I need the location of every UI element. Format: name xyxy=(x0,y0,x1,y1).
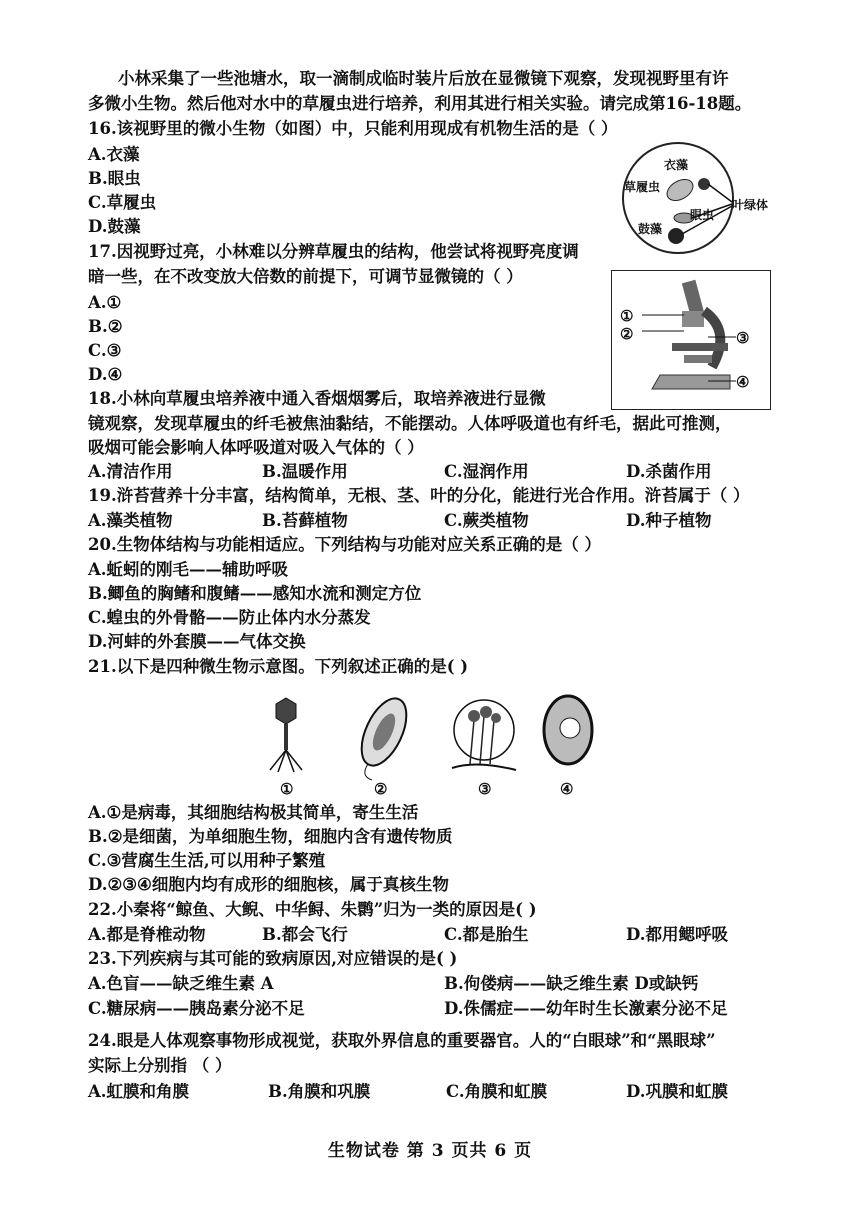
q23-option-d: D.侏儒症——幼年时生长激素分泌不足 xyxy=(444,999,728,1018)
label-caolvchong: 草履虫 xyxy=(624,180,661,194)
q23-option-b: B.佝偻病——缺乏维生素 D或缺钙 xyxy=(444,974,699,993)
q22-option-b: B.都会飞行 xyxy=(262,925,348,944)
q21-option-c: C.③营腐生生活,可以用种子繁殖 xyxy=(88,851,326,870)
q18-option-a: A.清洁作用 xyxy=(88,462,173,481)
q21-option-d: D.②③④细胞内均有成形的细胞核，属于真核生物 xyxy=(88,875,449,894)
q24-stem-line-2: 实际上分别指 （ ） xyxy=(88,1056,232,1075)
intro-line-2: 多微小生物。然后他对水中的草履虫进行培养，利用其进行相关实验。请完成第16-18题。 xyxy=(88,94,752,113)
q23-option-a: A.色盲——缺乏维生素 A xyxy=(88,974,274,993)
q18-option-b: B.温暖作用 xyxy=(262,462,348,481)
q16-figure-field xyxy=(620,140,780,260)
q17-option-b: B.② xyxy=(88,317,123,336)
q21-stem: 21.以下是四种微生物示意图。下列叙述正确的是( ) xyxy=(88,657,469,676)
q18-stem-line-2: 镜观察，发现草履虫的纤毛被焦油黏结，不能摆动。人体呼吸道也有纤毛，据此可推测， xyxy=(88,414,732,433)
q17-option-a: A.① xyxy=(88,293,122,312)
q20-option-b: B.鲫鱼的胸鳍和腹鳍——感知水流和测定方位 xyxy=(88,584,422,603)
label-yizao: 衣藻 xyxy=(664,158,689,172)
q19-option-a: A.藻类植物 xyxy=(88,511,173,530)
q22-stem: 22.小秦将“鲸鱼、大鲵、中华鲟、朱鹮”归为一类的原因是( ) xyxy=(88,900,537,919)
label-yanchong: 眼虫 xyxy=(690,208,715,222)
q16-stem: 16.该视野里的微小生物（如图）中，只能利用现成有机物生活的是（ ） xyxy=(88,119,618,138)
microbe-label-2: ② xyxy=(374,780,388,798)
q16-option-a: A.衣藻 xyxy=(88,145,140,164)
mic-label-1: ① xyxy=(620,307,634,325)
q17-option-d: D.④ xyxy=(88,365,123,384)
microbe-label-3: ③ xyxy=(478,780,492,798)
mic-label-4: ④ xyxy=(736,373,750,391)
q19-option-d: D.种子植物 xyxy=(626,511,712,530)
q24-stem-line-1: 24.眼是人体观察事物形成视觉，获取外界信息的重要器官。人的“白眼球”和“黑眼球” xyxy=(88,1031,716,1050)
q21-figure-microbes xyxy=(256,690,596,800)
label-guzao: 鼓藻 xyxy=(638,222,663,236)
q16-option-d: D.鼓藻 xyxy=(88,217,141,236)
q24-option-c: C.角膜和虹膜 xyxy=(446,1082,548,1101)
label-yelvti: 叶绿体 xyxy=(732,198,769,212)
intro-line-1: 小林采集了一些池塘水，取一滴制成临时装片后放在显微镜下观察，发现视野里有许 xyxy=(118,69,729,88)
q24-option-a: A.虹膜和角膜 xyxy=(88,1082,190,1101)
q19-option-c: C.蕨类植物 xyxy=(444,511,529,530)
q21-option-a: A.①是病毒，其细胞结构极其简单，寄生生活 xyxy=(88,803,419,822)
q21-option-b: B.②是细菌，为单细胞生物，细胞内含有遗传物质 xyxy=(88,827,453,846)
q16-option-b: B.眼虫 xyxy=(88,169,141,188)
q16-option-c: C.草履虫 xyxy=(88,193,157,212)
q23-option-c: C.糖尿病——胰岛素分泌不足 xyxy=(88,999,305,1018)
q22-option-a: A.都是脊椎动物 xyxy=(88,925,206,944)
mic-label-2: ② xyxy=(620,325,634,343)
q18-option-d: D.杀菌作用 xyxy=(626,462,712,481)
microbe-label-4: ④ xyxy=(560,780,574,798)
q20-stem: 20.生物体结构与功能相适应。下列结构与功能对应关系正确的是（ ） xyxy=(88,535,601,554)
q17-option-c: C.③ xyxy=(88,341,122,360)
q17-stem-line-1: 17.因视野过亮，小林难以分辨草履虫的结构，他尝试将视野亮度调 xyxy=(88,242,579,261)
q23-stem: 23.下列疾病与其可能的致病原因,对应错误的是( ) xyxy=(88,949,458,968)
mic-label-3: ③ xyxy=(736,329,750,347)
microbe-label-1: ① xyxy=(280,780,294,798)
q19-option-b: B.苔藓植物 xyxy=(262,511,348,530)
q19-stem: 19.浒苔营养十分丰富，结构简单，无根、茎、叶的分化，能进行光合作用。浒苔属于（ ） xyxy=(88,486,750,505)
microbes-illustration xyxy=(256,690,596,800)
q20-option-c: C.蝗虫的外骨骼——防止体内水分蒸发 xyxy=(88,608,371,627)
q24-option-b: B.角膜和巩膜 xyxy=(268,1082,371,1101)
q22-option-c: C.都是胎生 xyxy=(444,925,529,944)
q18-stem-line-3: 吸烟可能会影响人体呼吸道对吸入气体的（ ） xyxy=(88,438,424,457)
q18-option-c: C.湿润作用 xyxy=(444,462,529,481)
q24-option-d: D.巩膜和虹膜 xyxy=(626,1082,728,1101)
page-footer: 生物试卷 第 3 页共 6 页 xyxy=(327,1141,533,1161)
q20-option-d: D.河蚌的外套膜——气体交换 xyxy=(88,632,306,651)
q22-option-d: D.都用鳃呼吸 xyxy=(626,925,728,944)
q20-option-a: A.蚯蚓的刚毛——辅助呼吸 xyxy=(88,560,289,579)
q17-stem-line-2: 暗一些，在不改变放大倍数的前提下，可调节显微镜的（ ） xyxy=(88,267,523,286)
q18-stem-line-1: 18.小林向草履虫培养液中通入香烟烟雾后，取培养液进行显微 xyxy=(88,389,546,408)
q17-figure-microscope xyxy=(611,270,771,410)
